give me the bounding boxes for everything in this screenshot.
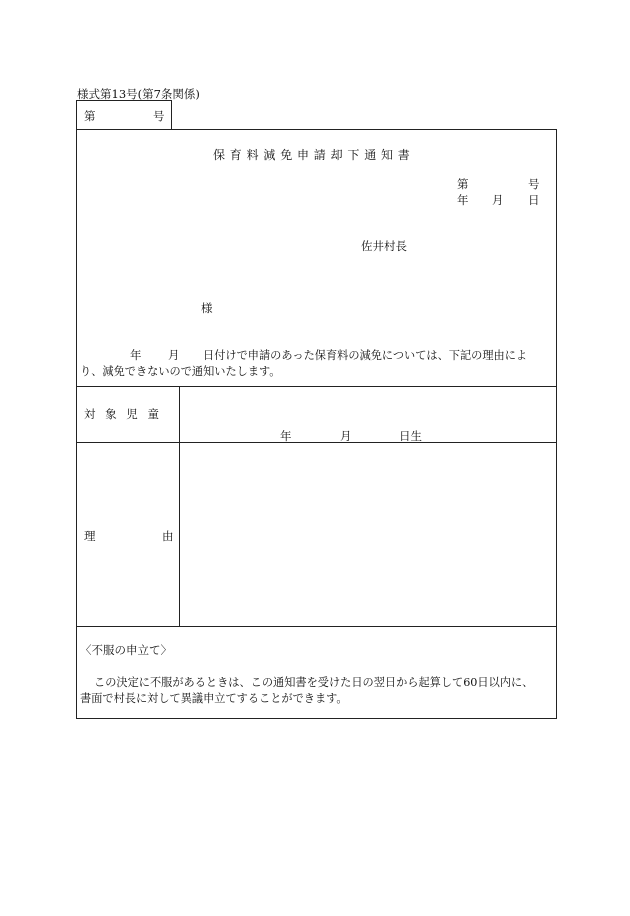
label-column-divider	[179, 386, 180, 626]
row-divider-child	[76, 386, 557, 387]
issue-month: 月	[492, 193, 504, 207]
recipient-honorific: 様	[201, 301, 213, 315]
child-label: 対 象 児 童	[84, 407, 162, 421]
objection-line2: 書面で村長に対して異議申立てすることができます。	[80, 692, 348, 705]
issue-dai: 第	[457, 177, 469, 191]
row-divider-reason	[76, 442, 557, 443]
notice-year: 年	[130, 348, 142, 362]
issue-year: 年	[457, 193, 469, 207]
document-title: 保育料減免申請却下通知書	[213, 148, 415, 162]
row-divider-objection	[76, 626, 557, 627]
ref-go: 号	[153, 109, 165, 123]
child-birth-day: 日生	[399, 429, 422, 443]
issuer-name: 佐井村長	[361, 239, 407, 253]
objection-heading: 〈不服の申立て〉	[80, 643, 172, 657]
reason-label-right: 由	[162, 529, 174, 543]
child-birth-year: 年	[280, 429, 292, 443]
notice-line1: 日付けで申請のあった保育料の減免については、下記の理由によ	[203, 349, 528, 362]
issue-day: 日	[528, 193, 540, 207]
notice-month: 月	[168, 348, 180, 362]
objection-line1: この決定に不服があるときは、この通知書を受けた日の翌日から起算して60日以内に、	[94, 676, 534, 689]
notice-form-frame	[76, 129, 557, 719]
notice-line2: り、減免できないので通知いたします。	[80, 365, 281, 378]
reason-label-left: 理	[84, 529, 96, 543]
ref-dai: 第	[84, 109, 96, 123]
issue-go: 号	[528, 177, 540, 191]
child-birth-month: 月	[340, 429, 352, 443]
form-label: 様式第13号(第7条関係)	[77, 87, 200, 101]
